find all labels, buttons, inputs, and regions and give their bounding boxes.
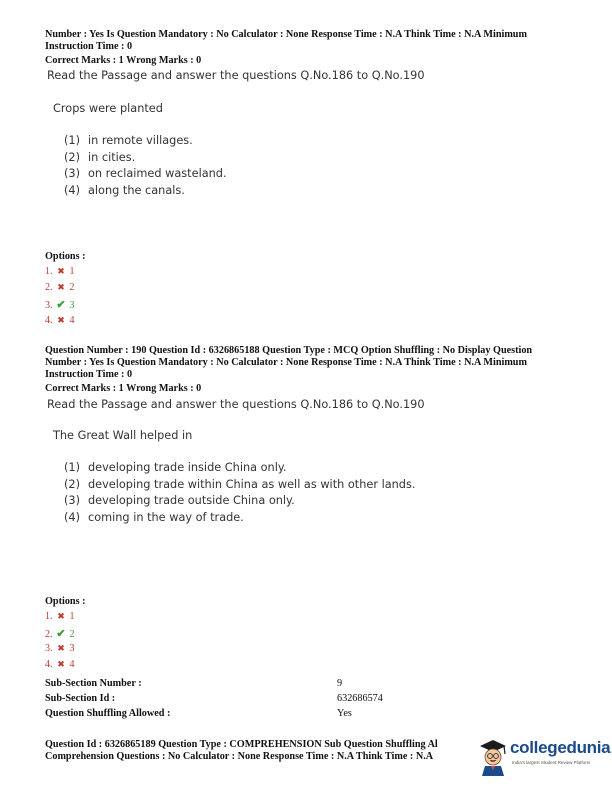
choice-text: developing trade outside China only. [88,494,295,507]
choice-text: coming in the way of trade. [88,510,244,524]
choice-number: (2) [64,477,81,491]
choice-item [64,460,415,477]
choice-number: (3) [64,167,81,180]
question-text: Crops were planted [53,102,163,115]
marks-line: Correct Marks : 1 Wrong Marks : 0 [45,55,202,66]
choice-list [64,460,415,526]
choice-number: (3) [64,494,81,507]
cross-icon: ✖ [57,266,65,276]
option-index: 4. [45,315,53,326]
choice-text: developing trade inside China only. [88,461,287,474]
choice-text: in cities. [88,150,136,164]
option-value: 2 [69,282,75,293]
subsection-id-value: 632686574 [337,693,383,704]
question-meta-line: Question Number : 190 Question Id : 6326865188 Question Type : MCQ Option Shuffling : No Display Question [45,345,533,356]
options-label: Options : [45,596,86,607]
option-row [45,643,75,657]
option-row [45,627,75,641]
choice-text: on reclaimed wasteland. [88,167,227,180]
brand-name: collegedunia [510,738,611,757]
subsection-number-label: Sub-Section Number : [45,678,142,689]
option-row [45,611,75,625]
option-index: 1. [45,266,53,277]
option-row [45,266,75,280]
option-value: 3 [69,300,75,311]
choice-number: (4) [64,183,81,197]
cross-icon: ✖ [57,643,65,653]
choice-text: in remote villages. [88,134,193,147]
brand-tagline: India's largest Student Review Platform [512,760,591,765]
question-meta-line: Number : Yes Is Question Mandatory : No Calculator : None Response Time : N.A Think Time : N.A Minimum [45,357,527,368]
question-meta-line: Question Id : 6326865189 Question Type : COMPREHENSION Sub Question Shuffling Al [45,739,438,750]
choice-item [64,150,227,167]
choice-item [64,510,415,527]
choice-item [64,477,415,494]
option-index: 2. [45,629,53,640]
subsection-number-value: 9 [337,678,343,689]
option-value: 4 [69,315,75,326]
option-value: 1 [69,611,75,622]
cross-icon: ✖ [57,282,65,292]
choice-number: (4) [64,510,81,524]
choice-number: (2) [64,150,81,164]
question-meta-line: Instruction Time : 0 [45,369,133,380]
option-row [45,282,75,296]
question-meta-line: Instruction Time : 0 [45,41,133,52]
option-row [45,298,75,312]
option-value: 4 [69,659,75,670]
choice-item [64,183,227,200]
question-text: The Great Wall helped in [53,429,193,442]
choice-number: (1) [64,461,81,474]
checkmark-icon: ✔ [56,628,66,640]
option-row [45,659,75,673]
choice-item [64,133,227,150]
choice-text: along the canals. [88,183,185,197]
question-meta-line: Number : Yes Is Question Mandatory : No Calculator : None Response Time : N.A Think Time : N.A Minimum [45,29,527,40]
passage-instruction: Read the Passage and answer the questions Q.No.186 to Q.No.190 [47,69,425,82]
shuffle-allowed-label: Question Shuffling Allowed : [45,708,171,719]
shuffle-allowed-value: Yes [337,708,352,719]
choice-text: developing trade within China as well as with other lands. [88,477,416,491]
choice-number: (1) [64,134,81,147]
marks-line: Correct Marks : 1 Wrong Marks : 0 [45,383,202,394]
options-label: Options : [45,251,86,262]
collegedunia-logo [476,736,611,780]
question-meta-line: Comprehension Questions : No Calculator : None Response Time : N.A Think Time : N.A [45,751,434,762]
option-index: 3. [45,300,53,311]
subsection-id-label: Sub-Section Id : [45,693,116,704]
cross-icon: ✖ [57,611,65,621]
option-value: 3 [69,643,75,654]
student-mascot-icon [476,736,510,776]
option-value: 2 [69,629,75,640]
option-row [45,315,75,329]
option-index: 2. [45,282,53,293]
choice-item [64,493,415,510]
choice-list [64,133,227,199]
choice-item [64,166,227,183]
cross-icon: ✖ [57,659,65,669]
checkmark-icon: ✔ [56,299,66,311]
option-index: 1. [45,611,53,622]
cross-icon: ✖ [57,315,65,325]
option-index: 3. [45,643,53,654]
option-value: 1 [69,266,75,277]
option-index: 4. [45,659,53,670]
passage-instruction: Read the Passage and answer the questions Q.No.186 to Q.No.190 [47,398,425,411]
